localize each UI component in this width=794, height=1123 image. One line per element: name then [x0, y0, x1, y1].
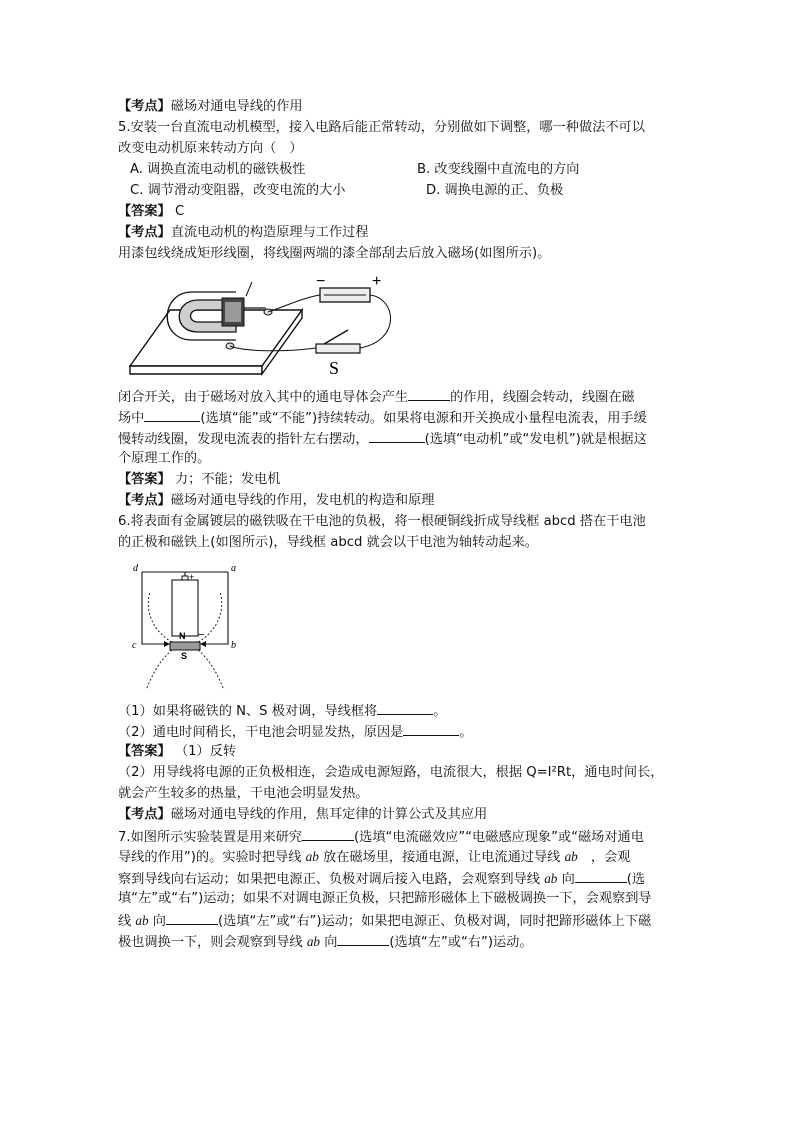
answer-blank[interactable] [377, 700, 433, 715]
answer-blank[interactable] [369, 428, 425, 443]
text: 极也调换一下，则会观察到导线 [118, 935, 307, 950]
answer-blank[interactable] [408, 386, 450, 401]
answer-tag: 【答案】 [118, 472, 171, 487]
arrow-icon [164, 641, 170, 647]
q5-intro: 用漆包线绕成矩形线圈，将线圈两端的漆全部刮去后放入磁场(如图所示)。 [118, 246, 551, 261]
kaodian-tag: 【考点】 [118, 99, 171, 114]
q6-sub2 [118, 721, 473, 743]
q6-stem-line1: 6.将表面有金属镀层的磁铁吸在干电池的负极，将一根硬铜线折成导线框 abcd 搭在干电池 [118, 514, 646, 529]
battery-frame-diagram [128, 558, 244, 694]
text: 放在磁场里，接通电源，让电流通过导线 [318, 850, 565, 865]
label-d: d [133, 563, 138, 574]
q5-kaodian2: 磁场对通电导线的作用，发电机的构造和原理 [170, 493, 435, 508]
magnet [170, 642, 200, 650]
q5-option-a: A. 调换直流电动机的磁铁极性 [130, 162, 306, 177]
battery-minus-label: − [316, 273, 326, 290]
q5-blank-line4: 个原理工作的。 [118, 451, 211, 466]
q7-line5 [118, 910, 651, 932]
q5-stem-line2: 改变电动机原来转动方向（ ） [118, 141, 303, 156]
text: （1）如果将磁铁的 N、S 极对调，导线框将 [118, 704, 378, 719]
switch-base [316, 344, 360, 353]
text: (选填“电流磁效应”“电磁感应现象”或“磁场对通电 [354, 830, 644, 845]
battery-minus-label: − [198, 629, 205, 641]
q5-option-d: D. 调换电源的正、负极 [426, 183, 564, 198]
answer-blank[interactable] [144, 407, 200, 422]
text: 导线的作用”)的。实验时把导线 [118, 850, 306, 865]
text: （2）通电时间稍长，干电池会明显发热，原因是 [118, 725, 404, 740]
q5-stem-line1: 5.安装一台直流电动机模型，接入电路后能正常转动，分别做如下调整，哪一种做法不可以 [118, 120, 645, 135]
wire-ab-label: ab [564, 849, 578, 864]
battery [172, 580, 198, 636]
q6-answer2-line2: 就会产生较多的热量，干电池会明显发热。 [118, 786, 369, 801]
text: 闭合开关，由于磁场对放入其中的通电导体会产生 [118, 390, 409, 405]
wire [360, 295, 391, 348]
q6-kaodian: 磁场对通电导线的作用，焦耳定律的计算公式及其应用 [170, 807, 488, 822]
q7-line3 [118, 868, 645, 890]
q5-option-b: B. 改变线圈中直流电的方向 [417, 162, 580, 177]
q7-line4: 填“左”或“右”)运动；如果不对调电源正负极，只把蹄形磁体上下磁极调换一下，会观察到导 [118, 891, 652, 906]
q7-line6 [118, 931, 533, 953]
arrow-icon [200, 641, 206, 647]
answer-blank[interactable] [403, 721, 459, 736]
wire-ab-label: ab [544, 871, 558, 886]
text: 察到导线向右运动；如果把电源正、负极对调后接入电路，会观察到导线 [118, 872, 545, 887]
q5-answer2-line [118, 470, 280, 490]
answer-blank[interactable] [575, 868, 627, 883]
text: (选填“左”或“右”)运动。 [389, 935, 533, 950]
battery-terminal [182, 576, 188, 580]
q5-answer2: 力；不能；发电机 [174, 472, 281, 487]
q6-kaodian-line [118, 805, 487, 825]
wire [246, 282, 252, 296]
text: 。 [459, 725, 473, 740]
label-b: b [231, 640, 236, 651]
q6-stem-line2: 的正极和磁铁上(如图所示)，导线框 abcd 就会以干电池为轴转动起来。 [118, 535, 538, 550]
q6-answer-line [118, 742, 236, 762]
q5-blank-line3 [118, 428, 647, 450]
wire-ab-label: ab [305, 849, 319, 864]
q5-blank-line2 [118, 407, 647, 429]
q7-line1 [118, 826, 644, 848]
kaodian-tag: 【考点】 [118, 807, 171, 822]
battery-plus-label: + [189, 572, 195, 582]
answer-blank[interactable] [337, 931, 389, 946]
q4-kaodian: 磁场对通电导线的作用 [170, 99, 303, 114]
answer-blank[interactable] [166, 910, 218, 925]
q5-kaodian: 直流电动机的构造原理与工作过程 [170, 225, 369, 240]
kaodian-tag: 【考点】 [118, 493, 171, 508]
text: (选填“能”或“不能”)持续转动。如果将电源和开关换成小量程电流表，用手缓 [200, 411, 647, 426]
q5-kaodian-line [118, 223, 369, 243]
label-a: a [231, 563, 236, 574]
q5-answer: C [174, 204, 185, 219]
text: 。 [433, 704, 447, 719]
magnet-N-label: N [179, 631, 186, 641]
text: 向 [148, 914, 166, 929]
q6-answer1: （1）反转 [174, 744, 237, 759]
q5-kaodian2-line [118, 491, 435, 511]
text: 线 [118, 914, 136, 929]
text: 慢转动线圈，发现电流表的指针左右摆动， [118, 432, 369, 447]
q5-answer-line [118, 202, 184, 222]
base-board-top [130, 310, 302, 366]
text: 7.如图所示实验装置是用来研究 [118, 830, 303, 845]
base-board-front [130, 366, 262, 374]
battery-plus-label: + [372, 273, 382, 290]
answer-tag: 【答案】 [118, 204, 171, 219]
field-line [198, 650, 224, 690]
text: 的作用，线圈会转动，线圈在磁 [450, 390, 635, 405]
frame-left [142, 572, 170, 644]
switch-label: S [329, 358, 340, 378]
q4-kaodian-line [118, 97, 303, 117]
field-line [148, 592, 172, 642]
switch-lever [324, 330, 348, 344]
text: ，会观 [577, 850, 631, 865]
text: (选填“左”或“右”)运动；如果把电源正、负极对调，同时把蹄形磁体上下磁 [217, 914, 652, 929]
wire-ab-label: ab [135, 913, 149, 928]
text: 向 [320, 935, 338, 950]
text: 向 [557, 872, 575, 887]
field-line [146, 650, 172, 690]
text: (选 [626, 872, 646, 887]
q6-sub1 [118, 700, 446, 722]
wire-ab-label: ab [306, 934, 321, 949]
kaodian-tag: 【考点】 [118, 225, 171, 240]
motor-diagram [126, 270, 416, 380]
text: (选填“电动机”或“发电机”)就是根据这 [424, 432, 647, 447]
coil-inner [225, 302, 241, 322]
answer-tag: 【答案】 [118, 744, 171, 759]
q5-blank-line1 [118, 386, 635, 408]
q5-option-c: C. 调节滑动变阻器，改变电流的大小 [130, 183, 346, 198]
text: 场中 [118, 411, 145, 426]
label-c: c [132, 640, 137, 651]
q6-answer2-line1: （2）用导线将电源的正负极相连，会造成电源短路，电流很大，根据 Q=I²Rt，通电时间长， [118, 765, 664, 780]
answer-blank[interactable] [302, 826, 354, 841]
q7-line2 [118, 847, 631, 868]
magnet-S-label: S [181, 651, 188, 661]
